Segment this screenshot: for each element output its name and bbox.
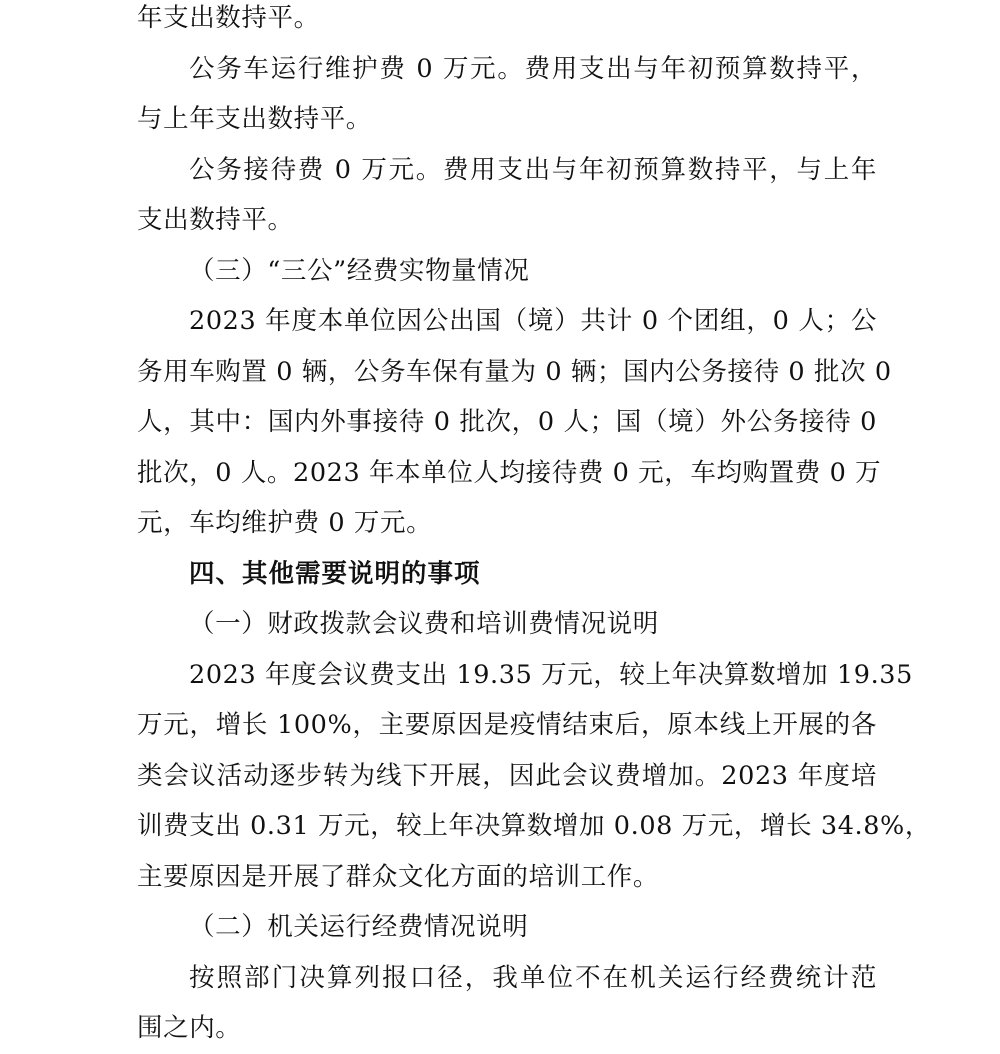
- text-line: 与上年支出数持平。: [137, 104, 372, 134]
- text-line: 公务车运行维护费 0 万元。费用支出与年初预算数持平，: [189, 53, 877, 84]
- section-heading: 四、其他需要说明的事项: [189, 558, 481, 589]
- document-page: [137, 0, 931, 1054]
- text-line: 元，车均维护费 0 万元。: [137, 508, 433, 538]
- text-line: 类会议活动逐步转为线下开展，因此会议费增加。2023 年度培: [137, 760, 877, 791]
- text-line: 训费支出 0.31 万元，较上年决算数增加 0.08 万元，增长 34.8%，: [137, 811, 931, 841]
- text-line: 万元，增长 100%，主要原因是疫情结束后，原本线上开展的各: [137, 710, 877, 740]
- text-line: 人，其中：国内外事接待 0 批次，0 人；国（境）外公务接待 0: [137, 407, 877, 437]
- text-line: （一）财政拨款会议费和培训费情况说明: [189, 609, 659, 639]
- text-line: 支出数持平。: [137, 205, 294, 235]
- text-line: （三）“三公”经费实物量情况: [189, 255, 530, 286]
- text-line: 按照部门决算列报口径，我单位不在机关运行经费统计范: [189, 962, 877, 993]
- text-line: 主要原因是开展了群众文化方面的培训工作。: [137, 861, 660, 892]
- text-line: 务用车购置 0 辆，公务车保有量为 0 辆；国内公务接待 0 批次 0: [137, 356, 892, 387]
- text-line: 围之内。: [137, 1013, 242, 1043]
- text-line: 公务接待费 0 万元。费用支出与年初预算数持平，与上年: [189, 154, 877, 185]
- document-body: [137, 0, 931, 1054]
- text-line: 批次，0 人。2023 年本单位人均接待费 0 元，车均购置费 0 万: [137, 457, 882, 488]
- text-line: 2023 年度会议费支出 19.35 万元，较上年决算数增加 19.35: [189, 659, 913, 690]
- text-line: （二）机关运行经费情况说明: [189, 912, 529, 942]
- text-line: 2023 年度本单位因公出国（境）共计 0 个团组，0 人；公: [189, 306, 877, 336]
- text-line: 年支出数持平。: [137, 3, 320, 33]
